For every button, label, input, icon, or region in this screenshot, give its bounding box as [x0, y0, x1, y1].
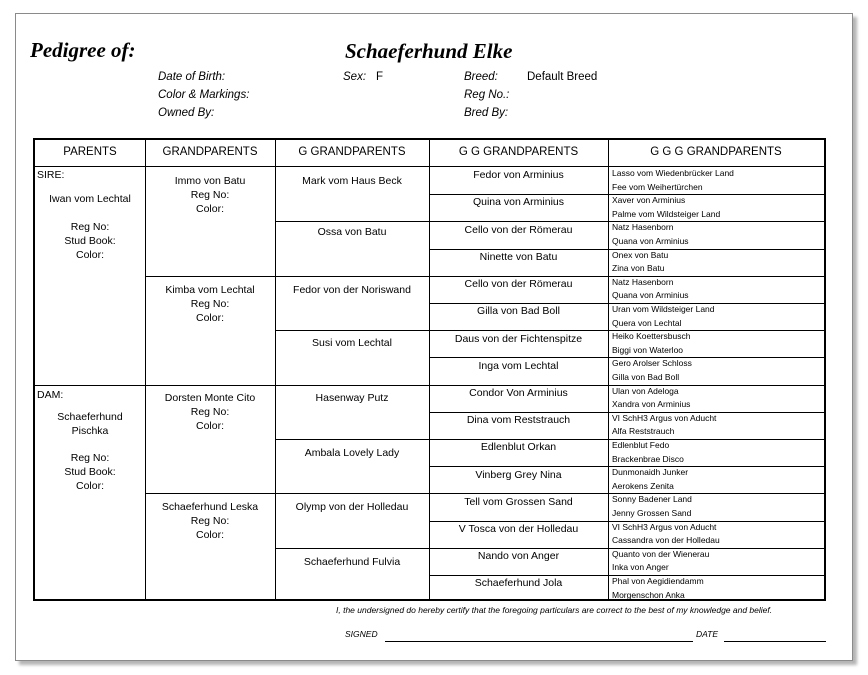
- ggg-grandparent-name: Quana von Arminius: [612, 290, 689, 300]
- row-divider: [429, 493, 609, 494]
- ggg-grandparent-name: Quana von Arminius: [612, 236, 689, 246]
- breed-label: Breed:: [464, 71, 498, 83]
- pedigree-label: Pedigree of:: [30, 38, 136, 62]
- g-grandparent-name: Hasenway Putz: [315, 392, 389, 404]
- ggg-grandparent-name: Onex von Batu: [612, 250, 669, 260]
- sire-stud-label: Stud Book:: [64, 235, 116, 247]
- gg-grandparent-name: Daus von der Fichtenspitze: [454, 333, 583, 345]
- ggg-grandparent-name: Natz Hasenborn: [612, 222, 674, 232]
- ggg-grandparent-name: Inka von Anger: [612, 562, 669, 572]
- gg-grandparent-name: Ninette von Batu: [479, 251, 558, 263]
- dam-name-line2: Pischka: [71, 425, 109, 437]
- ggg-grandparent-name: Biggi von Waterloo: [612, 345, 684, 355]
- ggg-grandparent-name: Aerokens Zenita: [612, 481, 674, 491]
- grandparent-name: Immo von Batu: [174, 175, 246, 187]
- ggg-grandparent-name: Palme vom Wildsteiger Land: [612, 209, 721, 219]
- col-header-parents: PARENTS: [63, 146, 117, 158]
- owned-by-label: Owned By:: [158, 107, 215, 119]
- ggg-grandparent-name: Jenny Grossen Sand: [612, 508, 692, 518]
- dam-label: DAM:: [37, 389, 64, 401]
- row-divider: [275, 439, 430, 440]
- date-line[interactable]: [724, 641, 826, 642]
- gg-grandparent-name: V Tosca von der Holledau: [458, 523, 579, 535]
- ggg-grandparent-name: Quera von Lechtal: [612, 318, 682, 328]
- row-divider: [275, 493, 430, 494]
- grandparent-name: Schaeferhund Leska: [161, 501, 259, 513]
- grandparent-name: Kimba vom Lechtal: [165, 284, 255, 296]
- gg-grandparent-name: Edlenblut Orkan: [480, 441, 557, 453]
- ggg-grandparent-name: Gilla von Bad Boll: [612, 372, 680, 382]
- grandparent-reg-label: Reg No:: [190, 189, 230, 201]
- sire-name: Iwan vom Lechtal: [49, 193, 131, 205]
- row-divider: [429, 330, 609, 331]
- row-divider: [275, 330, 430, 331]
- date-label: DATE: [696, 629, 719, 639]
- dam-reg-label: Reg No:: [70, 452, 110, 464]
- reg-no-label: Reg No.:: [464, 89, 510, 101]
- gg-grandparent-name: Schaeferhund Jola: [474, 577, 563, 589]
- ggg-grandparent-name: Xaver von Arminius: [612, 195, 686, 205]
- gg-grandparent-name: Inga vom Lechtal: [478, 360, 559, 372]
- row-divider: [145, 493, 276, 494]
- row-divider: [429, 357, 609, 358]
- gg-grandparent-name: Vinberg Grey Nina: [475, 469, 562, 481]
- gg-grandparent-name: Condor Von Arminius: [469, 387, 568, 399]
- sex-value: F: [376, 71, 384, 83]
- col-header-gg-grandparents: G G GRANDPARENTS: [458, 146, 579, 158]
- gg-grandparent-name: Quina von Arminius: [472, 196, 565, 208]
- col-header-grandparents: GRANDPARENTS: [162, 146, 258, 158]
- grandparent-reg-label: Reg No:: [190, 406, 230, 418]
- certify-statement: I, the undersigned do hereby certify that the foregoing particulars are correct to the best of my knowledge and belief.: [336, 605, 773, 615]
- ggg-grandparent-name: VI SchH3 Argus von Aducht: [612, 522, 717, 532]
- grandparent-color-label: Color:: [195, 529, 224, 541]
- sire-label: SIRE:: [37, 169, 65, 181]
- signature-line[interactable]: [385, 641, 693, 642]
- signed-label: SIGNED: [345, 629, 378, 639]
- g-grandparent-name: Mark vom Haus Beck: [302, 175, 402, 187]
- sex-label: Sex:: [343, 71, 367, 83]
- grandparent-reg-label: Reg No:: [190, 298, 230, 310]
- row-divider: [275, 221, 430, 222]
- ggg-grandparent-name: Zina von Batu: [612, 263, 665, 273]
- grandparent-reg-label: Reg No:: [190, 515, 230, 527]
- ggg-grandparent-name: Edlenblut Fedo: [612, 440, 670, 450]
- pedigree-table: [33, 138, 826, 601]
- g-grandparent-name: Schaeferhund Fulvia: [303, 556, 401, 568]
- grandparent-name: Dorsten Monte Cito: [164, 392, 256, 404]
- row-divider: [429, 466, 609, 467]
- g-grandparent-name: Susi vom Lechtal: [312, 337, 392, 349]
- ggg-grandparent-name: Cassandra von der Holledau: [612, 535, 720, 545]
- ggg-grandparent-name: Natz Hasenborn: [612, 277, 674, 287]
- color-markings-label: Color & Markings:: [158, 89, 250, 101]
- dob-label: Date of Birth:: [158, 71, 226, 83]
- g-grandparent-name: Ambala Lovely Lady: [304, 447, 400, 459]
- ggg-grandparent-name: Dunmonaidh Junker: [612, 467, 689, 477]
- row-divider: [35, 385, 146, 386]
- col-divider: [608, 140, 609, 599]
- g-grandparent-name: Fedor von der Noriswand: [293, 284, 411, 296]
- row-divider: [275, 276, 430, 277]
- ggg-grandparent-name: Heiko Koettersbusch: [612, 331, 691, 341]
- grandparent-color-label: Color:: [195, 420, 224, 432]
- grandparent-color-label: Color:: [195, 203, 224, 215]
- ggg-grandparent-name: Gero Arolser Schloss: [612, 358, 692, 368]
- grandparent-color-label: Color:: [195, 312, 224, 324]
- row-divider: [145, 385, 276, 386]
- gg-grandparent-name: Cello von der Römerau: [464, 278, 573, 290]
- sire-color-label: Color:: [75, 249, 104, 261]
- dam-color-label: Color:: [75, 480, 104, 492]
- dam-stud-label: Stud Book:: [64, 466, 116, 478]
- gg-grandparent-name: Gilla von Bad Boll: [477, 305, 560, 317]
- ggg-grandparent-name: Phal von Aegidiendamm: [612, 576, 704, 586]
- ggg-grandparent-name: Uran vom Wildsteiger Land: [612, 304, 715, 314]
- col-header-g-grandparents: G GRANDPARENTS: [298, 146, 406, 158]
- bred-by-label: Bred By:: [464, 107, 509, 119]
- row-divider: [429, 221, 609, 222]
- gg-grandparent-name: Tell vom Grossen Sand: [464, 496, 573, 508]
- col-header-ggg-grandparents: G G G GRANDPARENTS: [650, 146, 782, 158]
- ggg-grandparent-name: Quanto von der Wienerau: [612, 549, 710, 559]
- ggg-grandparent-name: Morgenschon Anka: [612, 590, 685, 600]
- ggg-grandparent-name: VI SchH3 Argus von Aducht: [612, 413, 717, 423]
- ggg-grandparent-name: Sonny Badener Land: [612, 494, 692, 504]
- g-grandparent-name: Ossa von Batu: [317, 226, 387, 238]
- gg-grandparent-name: Nando von Anger: [477, 550, 560, 562]
- row-divider: [145, 276, 276, 277]
- dog-name: Schaeferhund Elke: [345, 39, 513, 63]
- gg-grandparent-name: Dina vom Reststrauch: [466, 414, 571, 426]
- ggg-grandparent-name: Alfa Reststrauch: [612, 426, 675, 436]
- ggg-grandparent-name: Fee vom Weihertürchen: [612, 182, 703, 192]
- gg-grandparent-name: Fedor von Arminius: [473, 169, 564, 181]
- breed-value: Default Breed: [527, 71, 598, 83]
- ggg-grandparent-name: Brackenbrae Disco: [612, 454, 684, 464]
- g-grandparent-name: Olymp von der Holledau: [295, 501, 409, 513]
- ggg-grandparent-name: Lasso vom Wiedenbrücker Land: [612, 168, 734, 178]
- ggg-grandparent-name: Xandra von Arminius: [612, 399, 691, 409]
- col-divider: [275, 140, 276, 599]
- sire-reg-label: Reg No:: [70, 221, 110, 233]
- row-divider: [275, 385, 430, 386]
- dam-name-line1: Schaeferhund: [57, 411, 123, 423]
- gg-grandparent-name: Cello von der Römerau: [464, 224, 573, 236]
- ggg-grandparent-name: Ulan von Adeloga: [612, 386, 679, 396]
- row-divider: [275, 548, 430, 549]
